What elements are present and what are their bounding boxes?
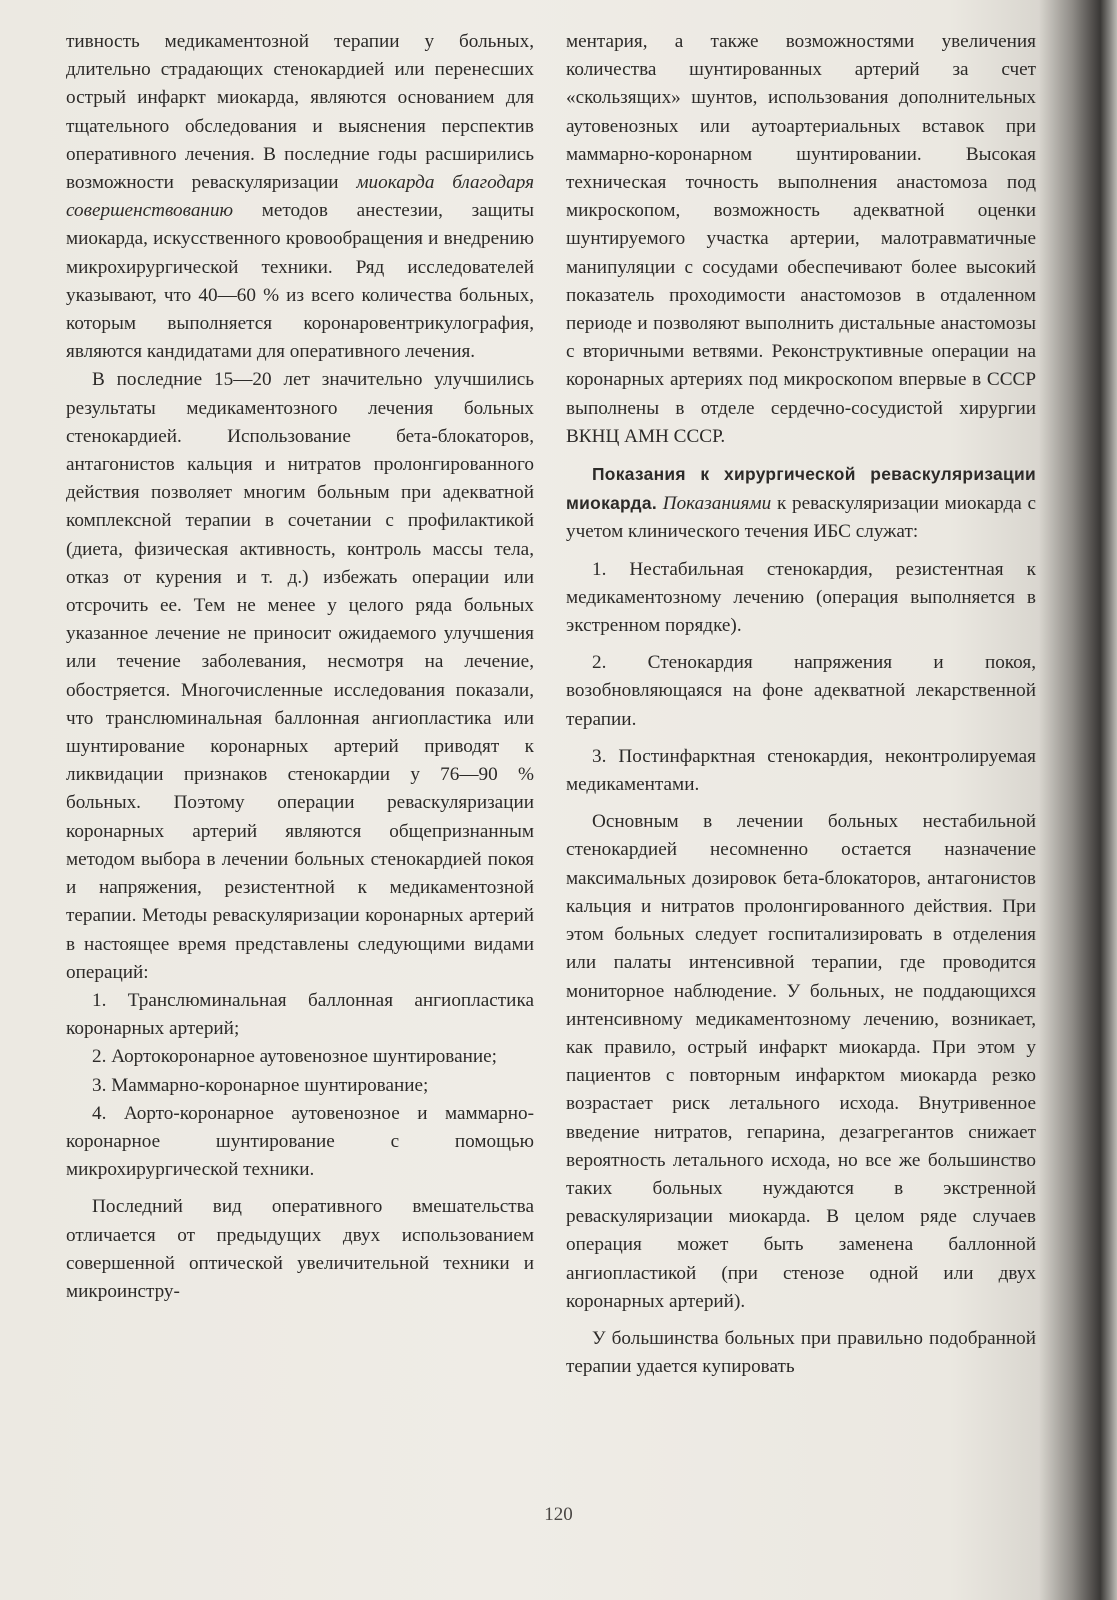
paragraph <box>66 28 534 366</box>
italic-phrase: Показаниями <box>662 493 772 515</box>
list-item: 3. Постинфарктная стенокардия, неконтролируемая медикаментами. <box>566 745 1036 796</box>
paragraph: У большинства больных при правильно подобранной терапии удается купировать <box>566 1327 1036 1378</box>
list-item: 2. Стенокардия напряжения и покоя, возобновляющаяся на фоне адекватной лекарственной терапии. <box>566 652 1036 730</box>
right-column <box>566 28 1036 1381</box>
left-column <box>66 28 534 1306</box>
paragraph-text: методов анестезии, защиты миокарда, искусственного кровообращения и внедрению микрохирургической техники. Ряд исследователей указывают, что 40—60 % из всего количества больных, которым выполняется коронаровентрикулография, являются кандидатами для оперативного лечения. <box>66 200 534 363</box>
list-item: 4. Аорто-коронарное аутовенозное и маммарно-коронарное шунтирование с помощью микрохирургической техники. <box>66 1102 534 1181</box>
italic-phrase: миокарда благодаря совершенствованию <box>66 172 534 222</box>
list-item: 1. Транслюминальная баллонная ангиопластика коронарных артерий; <box>66 989 534 1040</box>
paragraph: В последние 15—20 лет значительно улучшились результаты медикаментозного лечения больных стенокардией. Использование бета-блокаторов, антагонистов кальция и нитратов пролонгированного действия позволяет многим больным при адекватной комплексной терапии в сочетании с профилактикой (диета, физическая активность, контроль массы тела, отказ от курения и т. д.) избежать операции или отсрочить ее. Тем не менее у целого ряда больных указанное лечение не приносит ожидаемого улучшения или течение заболевания, несмотря на лечение, обостряется. Многочисленные исследования показали, что транслюминальная баллонная ангиопластика или шунтирование коронарных артерий приводят к ликвидации признаков стенокардии у 76—90 % больных. Поэтому операции реваскуляризации коронарных артерий являются общепризнанным методом выбора в лечении больных стенокардией покоя и напряжения, резистентной к медикаментозной терапии. Методы реваскуляризации коронарных артерий в настоящее время представлены следующими видами операций: <box>66 369 534 983</box>
paragraph-text: к реваскуляризации миокарда с учетом клинического течения ИБС служат: <box>566 493 1036 543</box>
section-heading: Показания к хирургической реваскуляризации миокарда. <box>566 464 1036 514</box>
section-paragraph <box>566 460 1036 547</box>
list-item: 3. Маммарно-коронарное шунтирование; <box>92 1074 429 1096</box>
list-item: 2. Аортокоронарное аутовенозное шунтирование; <box>92 1046 498 1068</box>
paragraph-text: тивность медикаментозной терапии у больных, длительно страдающих стенокардией или перенесших острый инфаркт миокарда, являются основанием для тщательного обследования и выяснения перспектив оперативного лечения. В последние годы расширились возможности реваскуляризации <box>66 31 534 194</box>
paragraph: Последний вид оперативного вмешательства отличается от предыдущих двух использованием совершенной оптической увеличительной техники и микроинстру- <box>66 1196 534 1302</box>
paragraph: Основным в лечении больных нестабильной стенокардией несомненно остается назначение максимальных дозировок бета-блокаторов, антагонистов кальция и нитратов пролонгированного действия. При этом больных следует госпитализировать в отделения или палаты интенсивной терапии, где проводится мониторное наблюдение. У больных, не поддающихся интенсивному медикаментозному лечению, возникает, как правило, острый инфаркт миокарда. При этом у пациентов с повторным инфарктом миокарда резко возрастает риск летального исхода. Внутривенное введение нитратов, гепарина, дезагрегантов снижает вероятность летального исхода, но все же большинство таких больных нуждаются в экстренной реваскуляризации миокарда. В целом ряде случаев операция может быть заменена баллонной ангиопластикой (при стенозе одной или двух коронарных артерий). <box>566 811 1036 1312</box>
list-item: 1. Нестабильная стенокардия, резистентная к медикаментозному лечению (операция выполняется в экстренном порядке). <box>566 558 1036 637</box>
page-number: 120 <box>544 1504 573 1525</box>
paragraph: ментария, а также возможностями увеличения количества шунтированных артерий за счет «скользящих» шунтов, использования дополнительных аутовенозных или аутоартериальных вставок при маммарно-коронарном шунтировании. Высокая техническая точность выполнения анастомоза под микроскопом, возможность адекватной оценки шунтируемого участка артерии, малотравматичные манипуляции с сосудами обеспечивают более высокий показатель проходимости анастомозов в отдаленном периоде и позволяют выполнить дистальные анастомозы с вторичными ветвями. Реконструктивные операции на коронарных артериях под микроскопом впервые в СССР выполнены в отделе сердечно-сосудистой хирургии ВКНЦ АМН СССР. <box>566 31 1036 447</box>
